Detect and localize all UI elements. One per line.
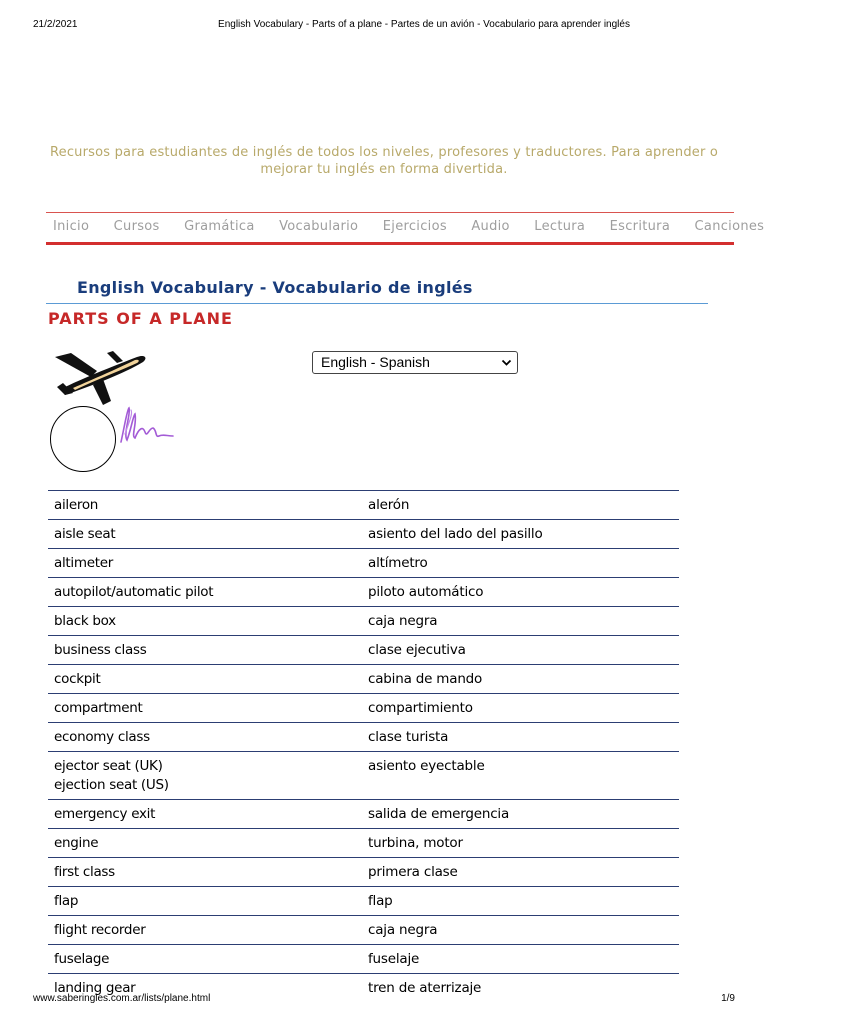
nav-item-audio[interactable]: Audio — [471, 219, 510, 234]
table-row — [48, 520, 679, 549]
print-footer-url: www.saberingles.com.ar/lists/plane.html — [33, 993, 211, 1004]
table-row — [48, 578, 679, 607]
nav-item-canciones[interactable]: Canciones — [694, 219, 765, 234]
nav-item-escritura[interactable]: Escritura — [609, 219, 671, 234]
spanish-term: caja negra — [368, 613, 438, 629]
chevron-down-icon — [501, 357, 512, 368]
table-row — [48, 887, 679, 916]
table-row — [48, 694, 679, 723]
language-select[interactable] — [312, 351, 518, 374]
english-term: business class — [54, 642, 147, 658]
spanish-term: asiento eyectable — [368, 758, 485, 774]
english-term: fuselage — [54, 951, 110, 967]
nav-item-cursos[interactable]: Cursos — [113, 219, 160, 234]
table-row — [48, 549, 679, 578]
nav-item-ejercicios[interactable]: Ejercicios — [382, 219, 447, 234]
english-term: flight recorder — [54, 922, 146, 938]
section-divider — [46, 303, 708, 304]
english-term: first class — [54, 864, 115, 880]
spanish-term: alerón — [368, 497, 410, 513]
english-term: aileron — [54, 497, 99, 513]
table-row — [48, 607, 679, 636]
spanish-term: turbina, motor — [368, 835, 463, 851]
spanish-term: salida de emergencia — [368, 806, 510, 822]
table-row — [48, 491, 679, 520]
spanish-term: clase ejecutiva — [368, 642, 466, 658]
spanish-term: flap — [368, 893, 393, 909]
spanish-term: primera clase — [368, 864, 458, 880]
spanish-term: clase turista — [368, 729, 449, 745]
section-title: English Vocabulary - Vocabulario de inglés — [77, 278, 473, 297]
print-title: English Vocabulary - Parts of a plane - Partes de un avión - Vocabulario para aprender inglés — [218, 19, 630, 30]
spanish-term: fuselaje — [368, 951, 420, 967]
spanish-term: compartimiento — [368, 700, 473, 716]
english-term: economy class — [54, 729, 150, 745]
english-term: ejector seat (UK) ejection seat (US) — [54, 758, 169, 793]
table-row — [48, 636, 679, 665]
table-row — [48, 858, 679, 887]
table-row — [48, 723, 679, 752]
spanish-term: caja negra — [368, 922, 438, 938]
main-nav — [46, 212, 765, 245]
print-date: 21/2/2021 — [33, 19, 78, 30]
english-term: aisle seat — [54, 526, 116, 542]
english-term: flap — [54, 893, 79, 909]
airplane-icon — [51, 349, 149, 407]
table-row — [48, 752, 679, 800]
spanish-term: tren de aterrizaje — [368, 980, 482, 996]
circle-image — [50, 406, 116, 472]
print-header — [0, 0, 768, 40]
english-term: black box — [54, 613, 116, 629]
english-term: engine — [54, 835, 99, 851]
english-term: landing gear — [54, 980, 136, 996]
table-row — [48, 945, 679, 974]
english-term: compartment — [54, 700, 143, 716]
spanish-term: asiento del lado del pasillo — [368, 526, 543, 542]
spanish-term: cabina de mando — [368, 671, 483, 687]
site-tagline: Recursos para estudiantes de inglés de todos los niveles, profesores y traductores. Para aprender o mejorar tu inglés en forma divertida. — [49, 145, 719, 177]
table-row — [48, 800, 679, 829]
nav-item-gramatica[interactable]: Gramática — [184, 219, 255, 234]
signature-scribble — [119, 404, 175, 446]
nav-item-inicio[interactable]: Inicio — [53, 219, 90, 234]
table-row — [48, 829, 679, 858]
nav-item-lectura[interactable]: Lectura — [534, 219, 586, 234]
page-title: PARTS OF A PLANE — [48, 309, 233, 328]
english-term: emergency exit — [54, 806, 156, 822]
spanish-term: altímetro — [368, 555, 428, 571]
english-term: altimeter — [54, 555, 113, 571]
spanish-term: piloto automático — [368, 584, 484, 600]
nav-item-vocabulario[interactable]: Vocabulario — [279, 219, 359, 234]
english-term: cockpit — [54, 671, 101, 687]
language-select-value: English - Spanish — [321, 354, 430, 370]
print-page-number: 1/9 — [721, 993, 735, 1004]
table-row — [48, 665, 679, 694]
vocabulary-table — [48, 490, 679, 1002]
table-row — [48, 916, 679, 945]
english-term: autopilot/automatic pilot — [54, 584, 214, 600]
